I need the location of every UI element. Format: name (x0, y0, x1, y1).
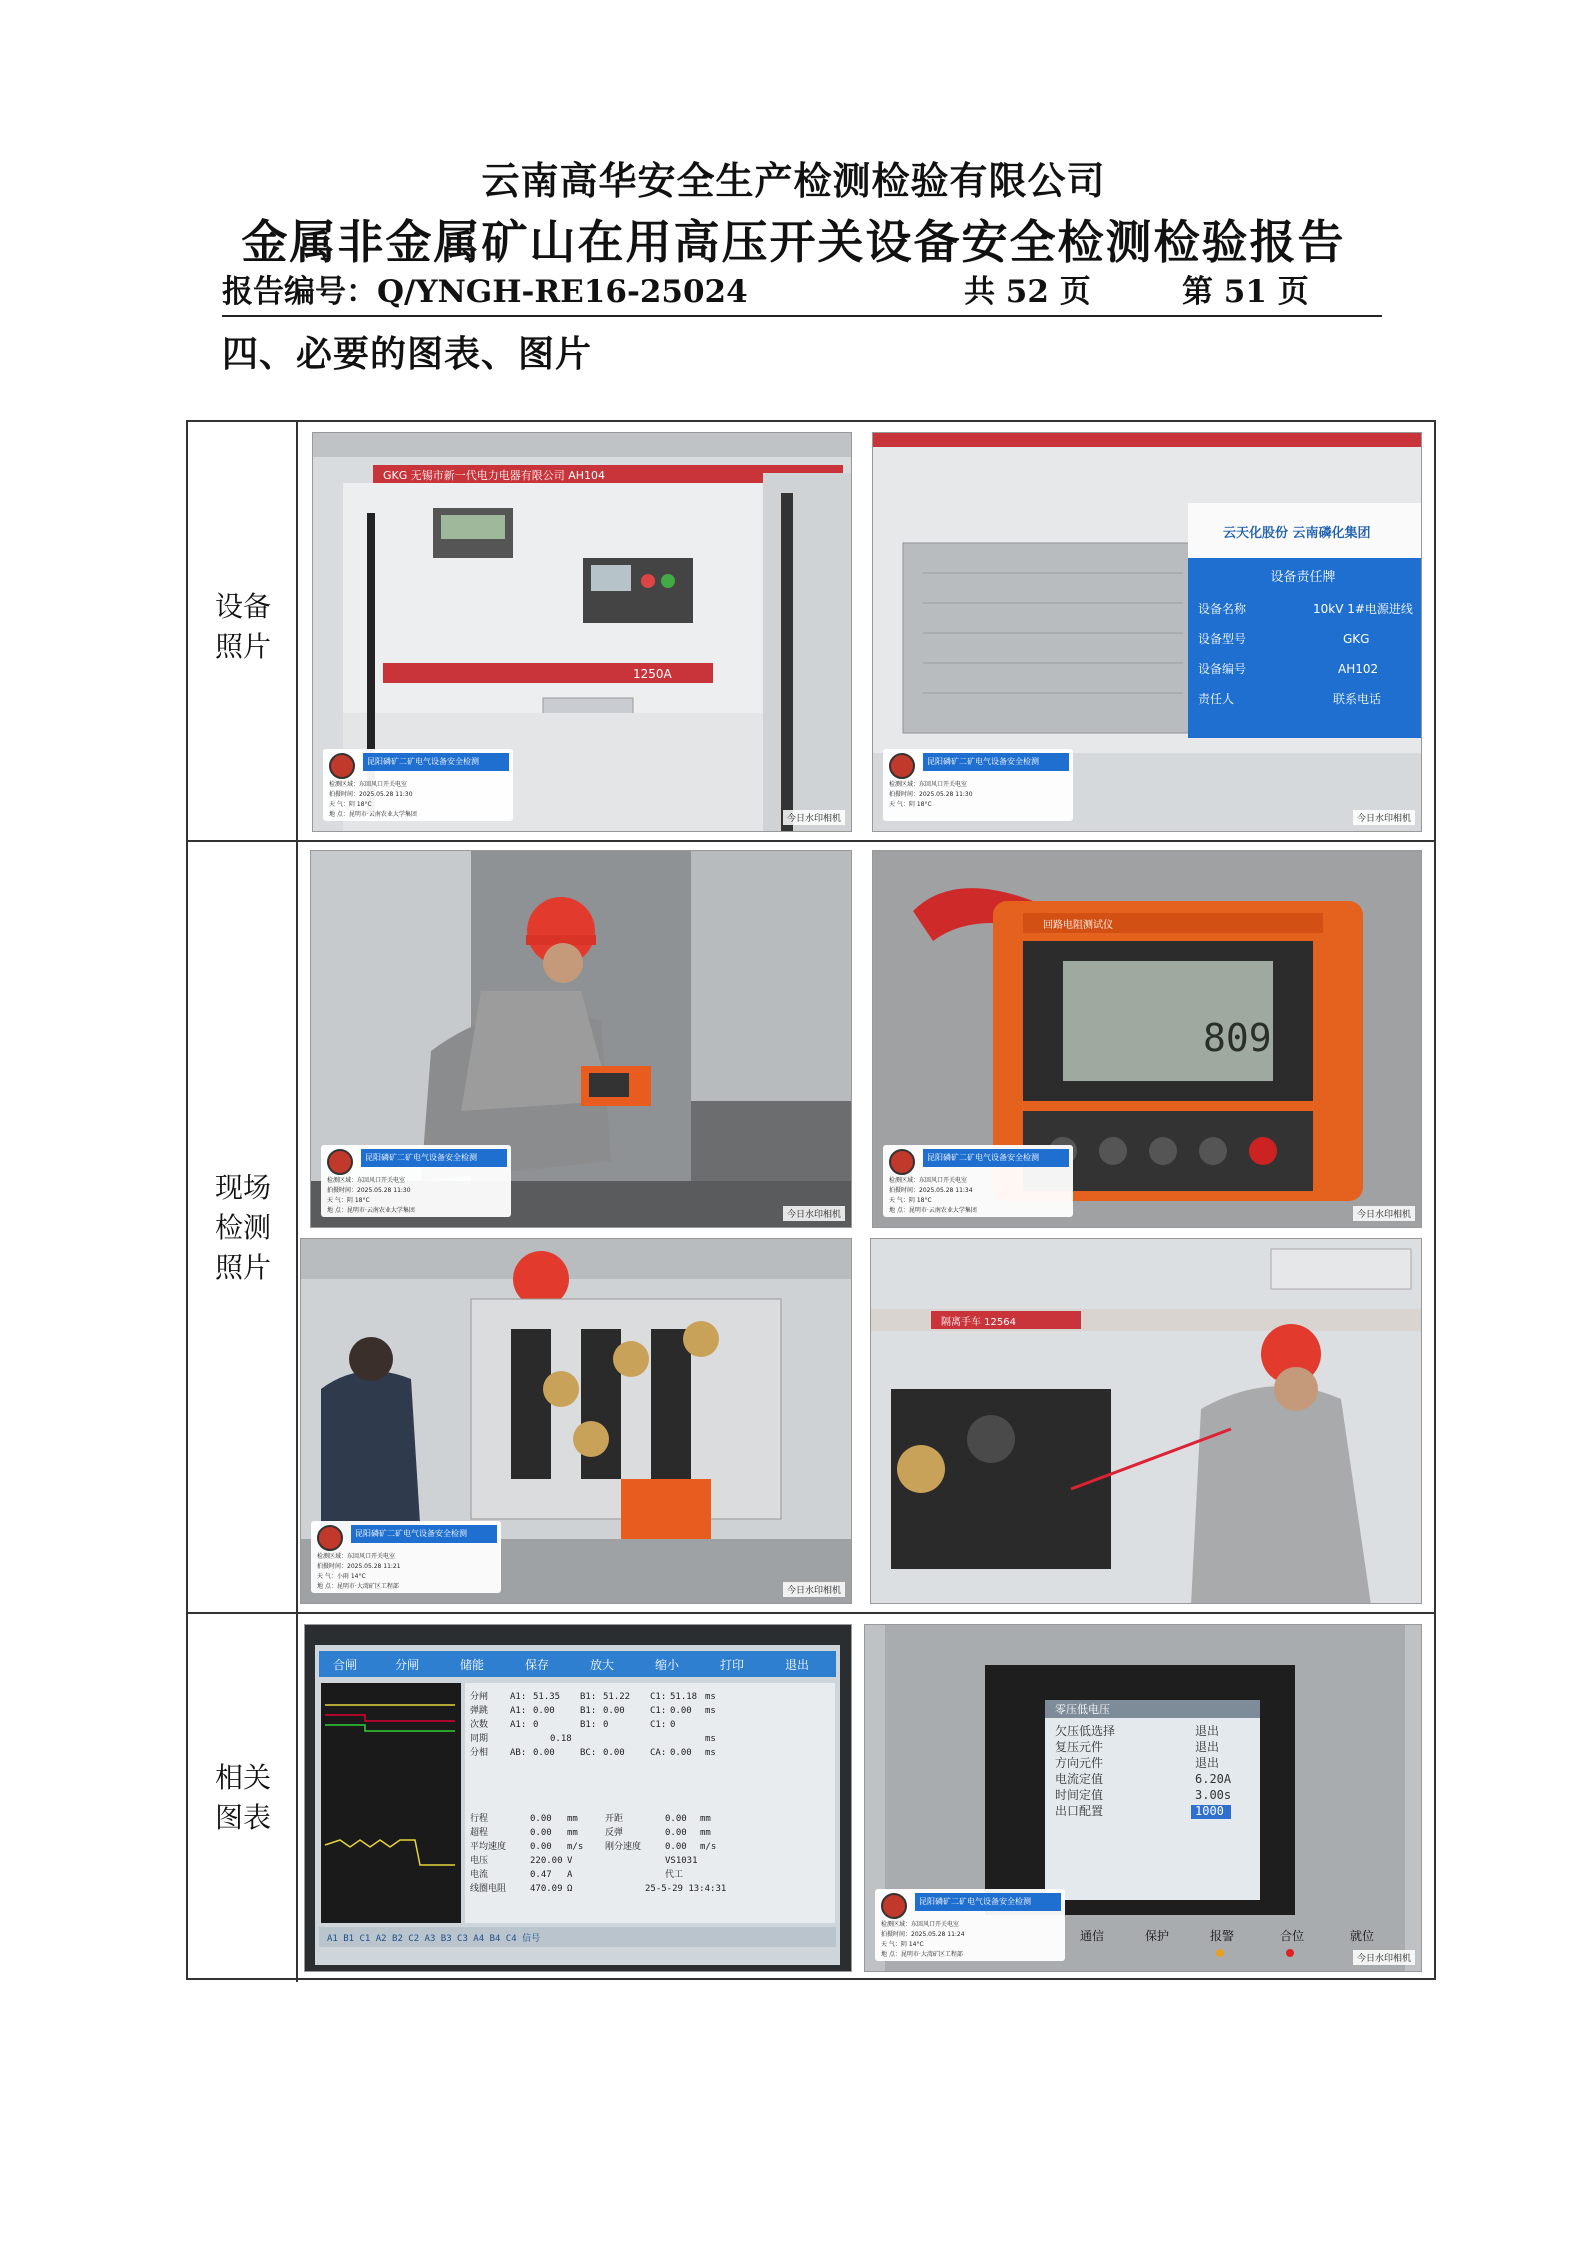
lower-cell: 刚分速度 (605, 1842, 642, 1852)
grid-cell: ms (705, 1748, 716, 1758)
watermark-app-tag: 今日水印相机 (783, 1206, 845, 1221)
meter-reading: 809 (1203, 1016, 1272, 1060)
photo-technician-testing (310, 850, 852, 1228)
setting-value: 退出 (1195, 1740, 1220, 1754)
grid-cell: 0.00 (533, 1748, 555, 1758)
watermark-line: 检测区域：东回风口开关电室 (317, 1553, 396, 1560)
watermark-line: 拍摄时间：2025.05.28 11:21 (317, 1563, 401, 1570)
lower-cell: 220.00 (530, 1856, 563, 1866)
menu-item: 放大 (590, 1658, 615, 1672)
switchgear-banner-text: GKG 无锡市新一代电力电器有限公司 AH104 (383, 469, 606, 482)
indicator-label: 就位 (1350, 1929, 1375, 1943)
watermark-line: 地 点：昆明市·云南农业大学集团 (327, 1207, 415, 1214)
watermark-line: 天 气：阴 18°C (327, 1197, 370, 1204)
watermark-line: 地 点：昆明市·大湾矿区工程部 (881, 1951, 963, 1958)
grid-cell: BC: (580, 1748, 597, 1758)
card-row-value: GKG (1343, 632, 1370, 646)
section-title: 四、必要的图表、图片 (222, 333, 593, 375)
grid-cell: 0.00 (603, 1748, 625, 1758)
lower-cell: 0.00 (530, 1842, 552, 1852)
card-row-value: AH102 (1338, 662, 1379, 676)
photo-watermark (883, 1145, 1073, 1217)
channel-bar: A1 B1 C1 A2 B2 C2 A3 B3 C3 A4 B4 C4 信号 (327, 1934, 541, 1944)
setting-value: 6.20A (1195, 1772, 1232, 1786)
grid-cell: B1: (580, 1692, 597, 1702)
setting-value: 退出 (1195, 1756, 1220, 1770)
watermark-title: 昆阳磷矿二矿电气设备安全检测 (915, 1893, 1061, 1911)
lower-cell: 开距 (605, 1814, 624, 1824)
lower-cell: 0.00 (530, 1814, 552, 1824)
grid-cell: 51.35 (533, 1692, 561, 1702)
grid-cell: B1: (580, 1706, 597, 1716)
menu-item: 退出 (785, 1658, 810, 1672)
lower-cell: mm (700, 1828, 711, 1838)
menu-item: 保存 (525, 1658, 550, 1672)
rating-text: 1250A (633, 667, 672, 681)
row-label-line: 设备 (214, 590, 271, 623)
grid-cell: ms (705, 1734, 716, 1744)
photo-watermark (875, 1889, 1065, 1961)
watermark-app-tag: 今日水印相机 (1353, 1950, 1415, 1965)
lower-cell: 0.00 (665, 1828, 687, 1838)
grid-cell: C1: (650, 1692, 667, 1702)
total-pages: 共 52 页 (964, 274, 1091, 310)
grid-cell: 分相 (470, 1748, 489, 1758)
watermark-logo-icon (889, 1149, 915, 1175)
lower-cell: 行程 (470, 1814, 489, 1824)
watermark-line: 天 气：阴 14°C (881, 1941, 924, 1948)
lower-cell: mm (567, 1828, 578, 1838)
watermark-app-tag: 今日水印相机 (783, 1582, 845, 1597)
menu-item: 缩小 (655, 1658, 680, 1672)
photo-watermark (323, 749, 513, 821)
photo-mechanical-tester-screen (304, 1624, 852, 1972)
report-meta-row (222, 266, 1382, 310)
setting-name: 时间定值 (1055, 1788, 1104, 1802)
photo-breaker-contacts (300, 1238, 852, 1604)
grid-cell: 0.18 (550, 1734, 572, 1744)
card-title: 设备责任牌 (1270, 570, 1336, 585)
row-label-cell (188, 842, 298, 1612)
row-label-line: 照片 (214, 630, 271, 663)
watermark-line: 天 气：阴 18°C (889, 1197, 932, 1204)
lower-cell: 电流 (470, 1870, 489, 1880)
watermark-logo-icon (317, 1525, 343, 1551)
watermark-line: 拍摄时间：2025.05.28 11:24 (881, 1931, 965, 1938)
grid-cell: C1: (650, 1706, 667, 1716)
photo-technician-probe (870, 1238, 1422, 1604)
lower-cell: 0.00 (665, 1814, 687, 1824)
photo-watermark (883, 749, 1073, 821)
grid-cell: C1: (650, 1720, 667, 1730)
row-label-line: 照片 (214, 1251, 271, 1284)
lower-cell: 电压 (470, 1856, 489, 1866)
company-name: 云南高华安全生产检测检验有限公司 (481, 158, 1106, 203)
photo-protection-relay-screen (864, 1624, 1422, 1972)
watermark-app-tag: 今日水印相机 (1353, 1206, 1415, 1221)
watermark-title: 昆阳磷矿二矿电气设备安全检测 (363, 753, 509, 771)
watermark-app-tag: 今日水印相机 (783, 810, 845, 825)
watermark-app-tag: 今日水印相机 (1353, 810, 1415, 825)
setting-name: 欠压低选择 (1055, 1724, 1116, 1738)
watermark-line: 检测区域：东回风口开关电室 (889, 1177, 968, 1184)
lower-cell: m/s (700, 1842, 717, 1852)
lower-cell: 代工 (665, 1870, 684, 1880)
current-page: 第 51 页 (1182, 274, 1309, 310)
setting-name: 电流定值 (1055, 1772, 1104, 1786)
grid-cell: 次数 (470, 1720, 489, 1730)
card-row-key: 责任人 (1198, 692, 1235, 706)
lower-cell: 470.09 (530, 1884, 563, 1894)
relay-screen-title: 零压低电压 (1055, 1703, 1110, 1716)
watermark-line: 检测区域：东回风口开关电室 (327, 1177, 406, 1184)
lower-cell: 0.47 (530, 1870, 552, 1880)
grid-cell: 0 (533, 1720, 539, 1730)
card-row-key: 设备名称 (1198, 602, 1247, 616)
lower-cell: 反弹 (605, 1828, 624, 1838)
watermark-line: 检测区域：东回风口开关电室 (881, 1921, 960, 1928)
grid-cell: A1: (510, 1692, 527, 1702)
lower-cell: VS1031 (665, 1856, 698, 1866)
watermark-title: 昆阳磷矿二矿电气设备安全检测 (923, 1149, 1069, 1167)
lower-cell: A (567, 1870, 573, 1880)
row-label-line: 现场 (214, 1171, 271, 1204)
row-label-cell (188, 1614, 298, 1982)
grid-cell: ms (705, 1706, 716, 1716)
grid-cell: A1: (510, 1706, 527, 1716)
grid-cell: 0.00 (670, 1706, 692, 1716)
grid-cell: 同期 (470, 1734, 489, 1744)
watermark-line: 地 点：昆明市·云南农业大学集团 (889, 1207, 977, 1214)
watermark-logo-icon (327, 1149, 353, 1175)
row-label-line: 图表 (214, 1801, 271, 1834)
watermark-title: 昆阳磷矿二矿电气设备安全检测 (923, 753, 1069, 771)
photo-nameplate (872, 432, 1422, 832)
lower-cell: V (567, 1856, 573, 1866)
watermark-line: 检测区域：东回风口开关电室 (889, 781, 968, 788)
report-number: 报告编号：Q/YNGH-RE16-25024 (222, 274, 748, 310)
watermark-line: 天 气：阴 18°C (329, 801, 372, 808)
watermark-line: 天 气：小雨 14°C (317, 1573, 366, 1580)
card-row-value: 10kV 1#电源进线 (1313, 602, 1413, 616)
menu-item: 合闸 (333, 1658, 358, 1672)
watermark-logo-icon (329, 753, 355, 779)
lower-cell: mm (567, 1814, 578, 1824)
grid-cell: A1: (510, 1720, 527, 1730)
card-row-key: 设备型号 (1198, 632, 1247, 646)
row-label-cell (188, 422, 298, 840)
setting-name: 出口配置 (1055, 1804, 1104, 1818)
lower-cell: 线圈电阻 (470, 1884, 507, 1894)
report-title: 金属非金属矿山在用高压开关设备安全检测检验报告 (241, 215, 1346, 269)
grid-cell: 51.18 (670, 1692, 698, 1702)
setting-value-selected: 1000 (1195, 1804, 1224, 1818)
grid-cell: 0 (670, 1720, 676, 1730)
photo-watermark (311, 1521, 501, 1593)
cabinet-banner-text: 隔离手车 12564 (941, 1317, 1016, 1328)
grid-cell: B1: (580, 1720, 597, 1730)
watermark-line: 检测区域：东回风口开关电室 (329, 781, 408, 788)
watermark-line: 拍摄时间：2025.05.28 11:34 (889, 1187, 973, 1194)
row-related-charts (188, 1614, 1434, 1982)
grid-cell: ms (705, 1692, 716, 1702)
indicator-label: 保护 (1145, 1929, 1170, 1943)
grid-cell: AB: (510, 1748, 527, 1758)
lower-cell: m/s (567, 1842, 584, 1852)
lower-cell: Ω (567, 1884, 573, 1894)
grid-cell: 0 (603, 1720, 609, 1730)
watermark-logo-icon (889, 753, 915, 779)
grid-cell: CA: (650, 1748, 667, 1758)
watermark-title: 昆阳磷矿二矿电气设备安全检测 (351, 1525, 497, 1543)
lower-cell: 0.00 (665, 1842, 687, 1852)
lower-cell: 超程 (470, 1828, 489, 1838)
row-label-line: 检测 (214, 1211, 271, 1244)
watermark-line: 天 气：阴 18°C (889, 801, 932, 808)
watermark-logo-icon (881, 1893, 907, 1919)
photo-switchgear-front (312, 432, 852, 832)
watermark-line: 地 点：昆明市·云南农业大学集团 (329, 811, 417, 818)
setting-name: 复压元件 (1055, 1740, 1104, 1754)
grid-cell: 分闸 (470, 1692, 489, 1702)
grid-cell: 0.00 (533, 1706, 555, 1716)
menu-item: 打印 (720, 1658, 745, 1672)
grid-cell: 0.00 (670, 1748, 692, 1758)
grid-cell: 51.22 (603, 1692, 631, 1702)
setting-value: 3.00s (1195, 1788, 1232, 1802)
setting-name: 方向元件 (1055, 1756, 1104, 1770)
lower-cell: 0.00 (530, 1828, 552, 1838)
row-equipment-photos (188, 422, 1434, 842)
menu-item: 分闸 (395, 1658, 420, 1672)
lower-cell: 平均速度 (470, 1842, 507, 1852)
menu-item: 储能 (460, 1658, 485, 1672)
photo-resistance-meter (872, 850, 1422, 1228)
grid-cell: 弹跳 (470, 1706, 489, 1716)
indicator-label: 合位 (1280, 1929, 1305, 1943)
meter-label: 回路电阻测试仪 (1043, 920, 1113, 931)
photo-table (186, 420, 1436, 1980)
indicator-label: 通信 (1080, 1929, 1105, 1943)
watermark-line: 拍摄时间：2025.05.28 11:30 (329, 791, 413, 798)
photo-watermark (321, 1145, 511, 1217)
grid-cell: 0.00 (603, 1706, 625, 1716)
indicator-label: 报警 (1210, 1929, 1235, 1943)
card-row-key: 设备编号 (1198, 662, 1247, 676)
card-row-value: 联系电话 (1333, 692, 1382, 706)
watermark-line: 拍摄时间：2025.05.28 11:30 (889, 791, 973, 798)
brand-text: 云天化股份 云南磷化集团 (1223, 526, 1371, 541)
watermark-line: 拍摄时间：2025.05.28 11:30 (327, 1187, 411, 1194)
row-label-line: 相关 (214, 1761, 271, 1794)
watermark-line: 地 点：昆明市·大湾矿区工程部 (317, 1583, 399, 1590)
header-divider (222, 315, 1382, 317)
lower-cell: mm (700, 1814, 711, 1824)
setting-value: 退出 (1195, 1724, 1220, 1738)
row-site-photos (188, 842, 1434, 1614)
watermark-title: 昆阳磷矿二矿电气设备安全检测 (361, 1149, 507, 1167)
lower-cell: 25-5-29 13:4:31 (645, 1884, 727, 1894)
